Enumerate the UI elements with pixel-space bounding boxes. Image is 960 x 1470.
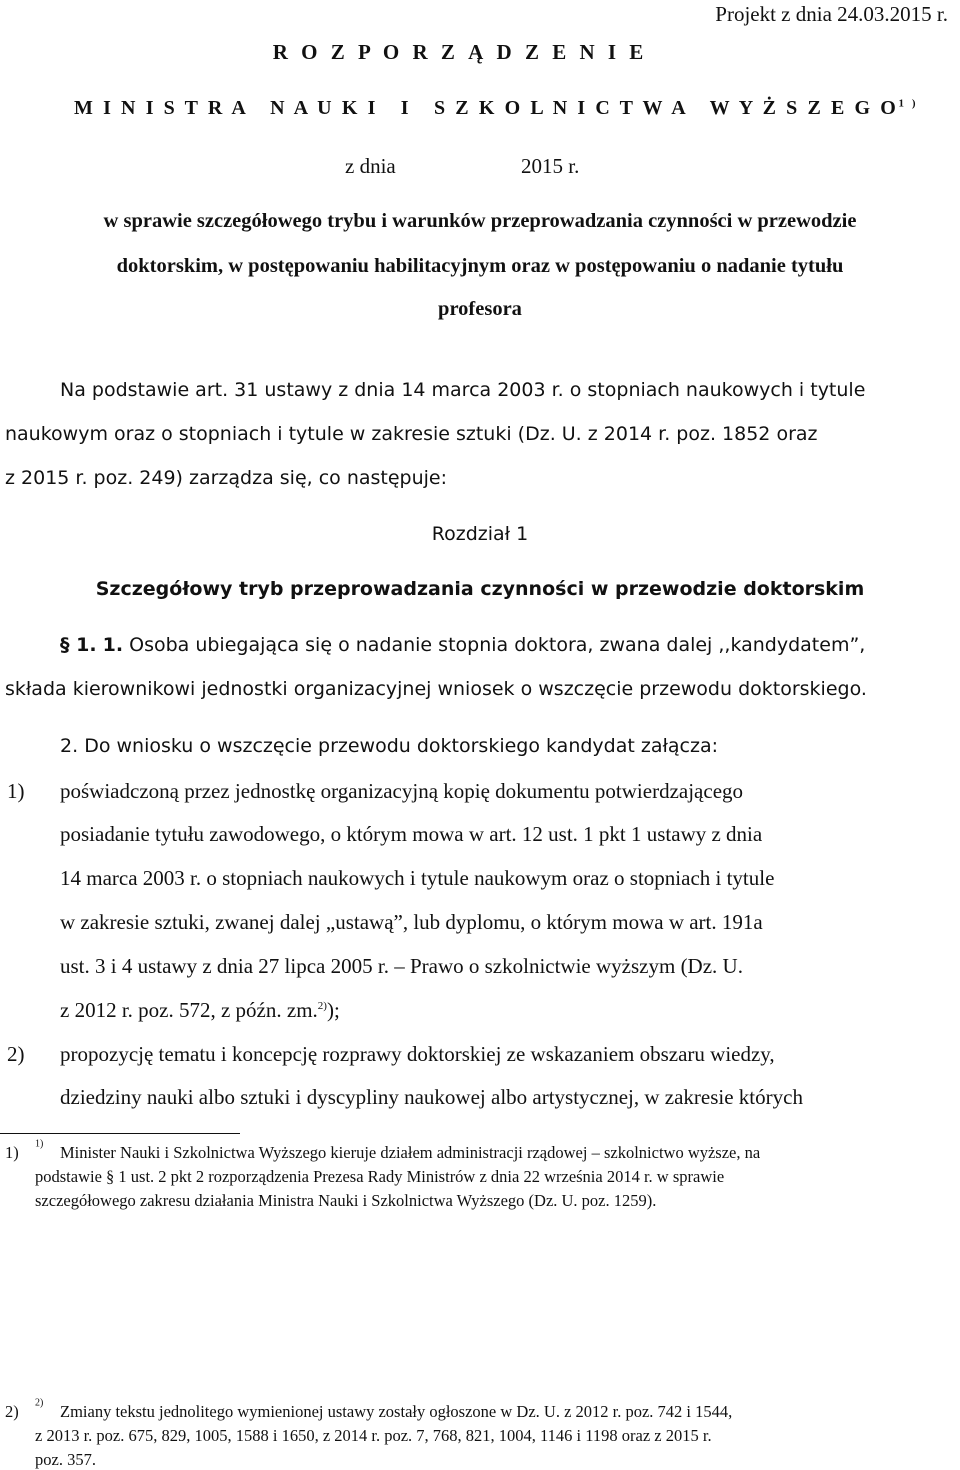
chapter-title: Szczegółowy tryb przeprowadzania czynności w przewodzie doktorskim — [95, 578, 865, 600]
date-year: 2015 r. — [521, 154, 580, 178]
footnote-1-superscript: 1) — [35, 1138, 44, 1150]
preamble-line-3: z 2015 r. poz. 249) zarządza się, co następuje: — [5, 467, 448, 489]
footnote-2-superscript: 2) — [35, 1397, 44, 1409]
par-1-text: Osoba ubiegająca się o nadanie stopnia doktora, zwana dalej ,,kandydatem”, — [129, 634, 866, 656]
preamble-line-1: Na podstawie art. 31 ustawy z dnia 14 marca 2003 r. o stopniach naukowych i tytule — [60, 379, 866, 401]
section-number: § 1. — [60, 634, 97, 656]
act-type-heading: R O Z P O R Z Ą D Z E N I E — [272, 40, 648, 64]
section-1-par-2 — [60, 735, 718, 757]
section-1-par-1-line-2: składa kierownikowi jednostki organizacyjnej wniosek o wszczęcie przewodu doktorskiego. — [5, 678, 867, 700]
item-1-line-5: ust. 3 i 4 ustawy z dnia 27 lipca 2005 r. – Prawo o szkolnictwie wyższym (Dz. U. — [60, 954, 743, 978]
subject-line-1: w sprawie szczegółowego trybu i warunków przeprowadzania czynności w przewodzie — [103, 210, 857, 232]
subject-line-3: profesora — [438, 298, 522, 320]
preamble-line-2: naukowym oraz o stopniach i tytule w zakresie sztuki (Dz. U. z 2014 r. poz. 1852 oraz — [5, 423, 818, 445]
footnote-1-ref — [35, 1138, 43, 1158]
item-1-line-2: posiadanie tytułu zawodowego, o którym mowa w art. 12 ust. 1 pkt 1 ustawy z dnia — [60, 822, 763, 846]
footnote-2-ref: 2) — [317, 1000, 327, 1012]
issuer-footnote-ref: 1 ) — [898, 97, 919, 110]
chapter-label: Rozdział 1 — [431, 523, 529, 545]
footnote-1-line-1: Minister Nauki i Szkolnictwa Wyższego kieruje działem administracji rządowej – szkolnictwo wyższe, na — [60, 1143, 761, 1162]
item-1-line-4: w zakresie sztuki, zwanej dalej „ustawą”, lub dyplomu, o którym mowa w art. 191a — [60, 910, 763, 934]
item-2-line-2: dziedziny nauki albo sztuki i dyscypliny naukowej albo artystycznej, w zakresie których — [60, 1085, 803, 1109]
item-1-line-6 — [60, 998, 340, 1023]
section-1-par-1-line-1 — [60, 634, 955, 656]
footnote-2-line-1: Zmiany tekstu jednolitego wymienionej ustawy zostały ogłoszone w Dz. U. z 2012 r. poz. 742 i 1544, — [60, 1402, 733, 1421]
footnote-1-marker: 1) — [5, 1143, 19, 1162]
item-1-line-1: poświadczoną przez jednostkę organizacyjną kopię dokumentu potwierdzającego — [60, 779, 744, 803]
par-2-number: 2. — [60, 735, 79, 757]
item-2-line-1: propozycję tematu i koncepcję rozprawy doktorskiej ze wskazaniem obszaru wiedzy, — [60, 1042, 775, 1066]
item-1-line-3: 14 marca 2003 r. o stopniach naukowych i tytule naukowym oraz o stopniach i tytule — [60, 866, 775, 890]
item-1-line-6-text: z 2012 r. poz. 572, z późn. zm. — [60, 998, 318, 1022]
footnote-1-line-3: szczegółowego zakresu działania Ministra Nauki i Szkolnictwa Wyższego (Dz. U. poz. 1259). — [35, 1191, 657, 1210]
issuer-heading — [74, 97, 918, 120]
footnote-2-marker: 2) — [5, 1402, 19, 1421]
footnote-2-ref — [35, 1397, 43, 1417]
footnote-separator — [0, 1133, 240, 1134]
par-1-number: 1. — [102, 634, 124, 656]
footnote-1-line-2: podstawie § 1 ust. 2 pkt 2 rozporządzenia Prezesa Rady Ministrów z dnia 22 września 2014 r. w sprawie — [35, 1167, 725, 1186]
item-1-number: 1) — [7, 779, 25, 803]
footnote-2-line-2: z 2013 r. poz. 675, 829, 1005, 1588 i 1650, z 2014 r. poz. 7, 768, 821, 1004, 1146 i 1198 oraz z 2015 r. — [35, 1426, 712, 1445]
footnote-2-line-3: poz. 357. — [35, 1450, 96, 1469]
item-2-number: 2) — [7, 1042, 25, 1066]
project-date-note: Projekt z dnia 24.03.2015 r. — [715, 2, 948, 26]
issuer-name: M I N I S T R A N A U K I I S Z K O L N I C T W A W Y Ż S Z E G O — [74, 97, 899, 119]
item-1-tail: ); — [326, 998, 340, 1022]
date-prefix: z dnia — [345, 154, 396, 178]
subject-line-2: doktorskim, w postępowaniu habilitacyjnym oraz w postępowaniu o nadanie tytułu — [116, 255, 844, 277]
par-2-text: Do wniosku o wszczęcie przewodu doktorskiego kandydat załącza: — [84, 735, 718, 757]
